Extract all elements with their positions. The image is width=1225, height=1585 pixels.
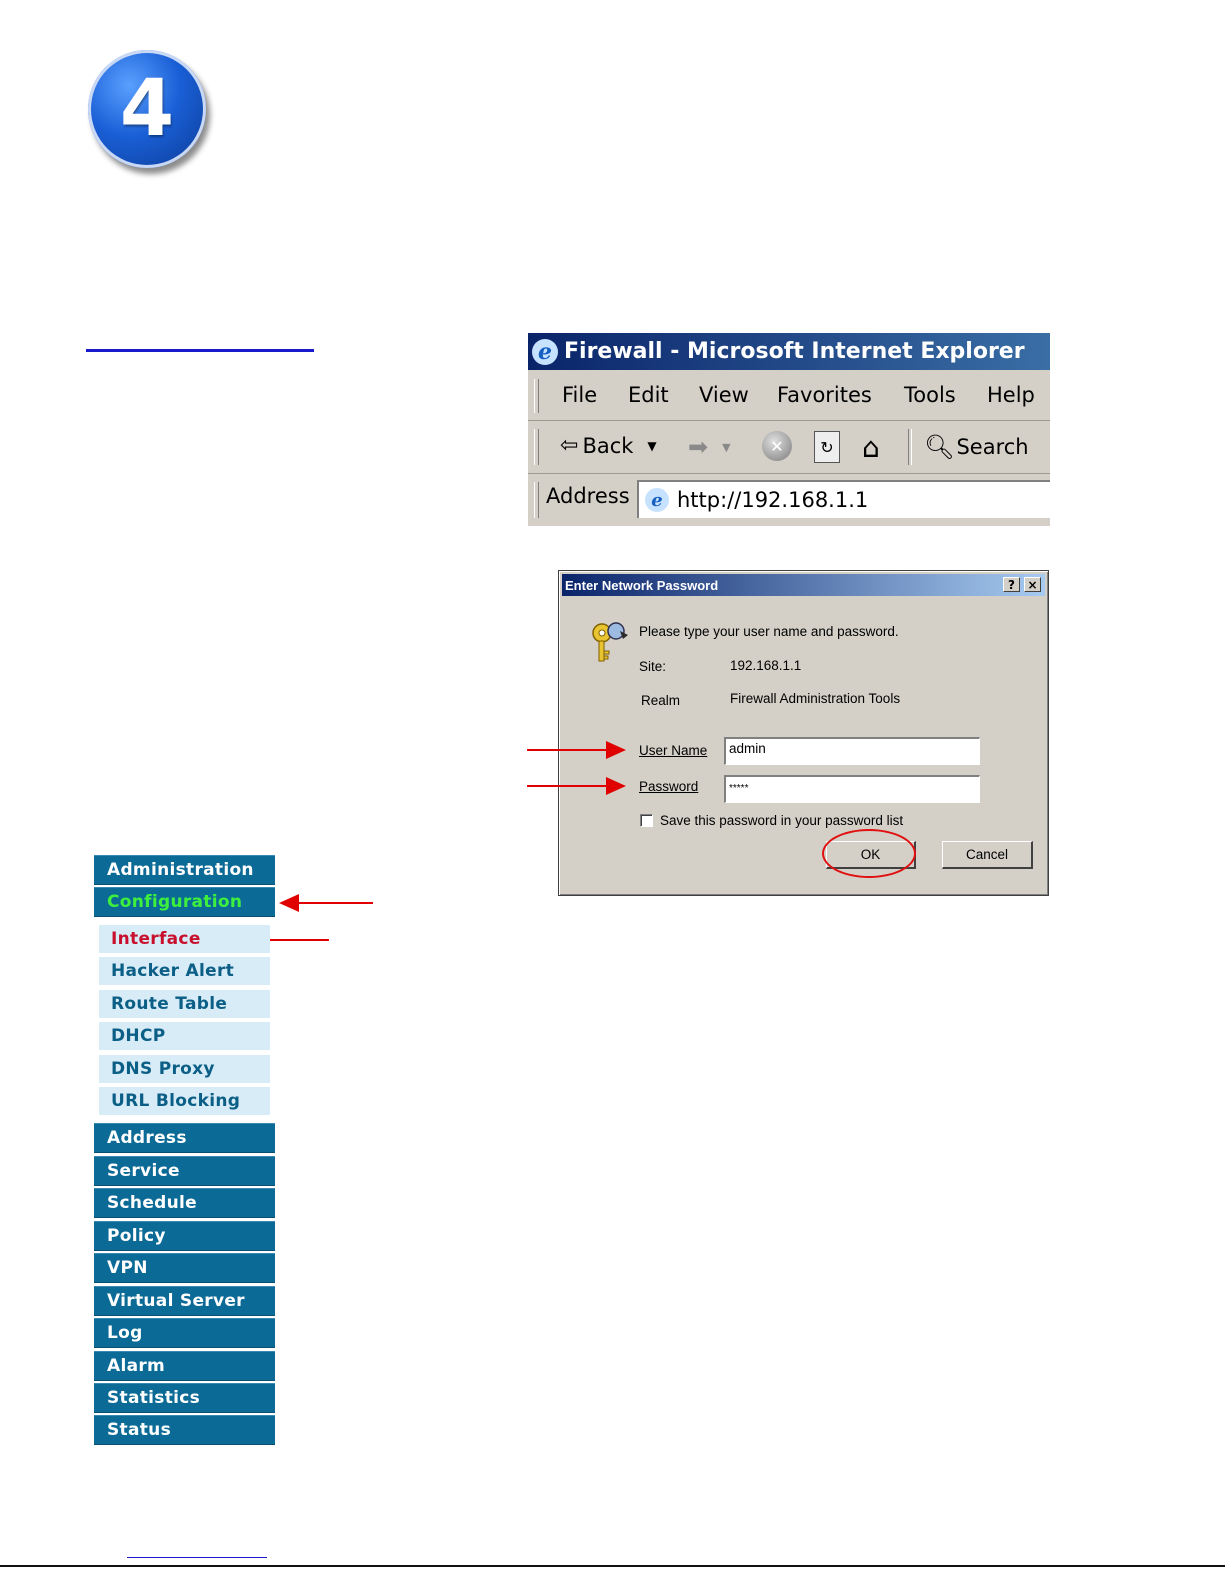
subnav-dns-proxy[interactable]: DNS Proxy [99, 1055, 270, 1085]
site-label: Site: [639, 659, 667, 674]
nav-vpn[interactable]: VPN [94, 1253, 275, 1283]
address-label: Address [546, 484, 630, 508]
subnav-route-table[interactable]: Route Table [99, 990, 270, 1020]
search-label: Search [956, 435, 1029, 459]
browser-window [528, 333, 1050, 526]
footer-underline [127, 1557, 267, 1558]
dialog-prompt: Please type your user name and password. [639, 624, 899, 639]
save-password-label: Save this password in your password list [660, 813, 904, 828]
subnav-interface[interactable]: Interface [99, 925, 270, 955]
footer-rule [0, 1565, 1225, 1567]
password-label-text: Password [639, 779, 699, 794]
internet-explorer-icon: e [532, 339, 558, 365]
username-arrow [527, 749, 624, 751]
search-button[interactable] [924, 433, 1029, 461]
toolbar-separator [908, 429, 912, 465]
menu-view[interactable]: View [699, 383, 749, 407]
username-label [639, 743, 707, 758]
nav-virtual-server[interactable]: Virtual Server [94, 1286, 275, 1316]
browser-toolbar [528, 421, 1050, 474]
nav-configuration[interactable]: Configuration [94, 887, 275, 917]
subnav-dhcp[interactable]: DHCP [99, 1022, 270, 1052]
back-button[interactable] [560, 433, 657, 458]
nav-address[interactable]: Address [94, 1123, 275, 1153]
forward-dropdown-icon: ▼ [722, 440, 731, 454]
address-value: http://192.168.1.1 [677, 488, 869, 512]
back-arrow-icon: ⇦ [560, 433, 579, 458]
browser-addressbar [528, 474, 1050, 526]
menubar-grip[interactable] [534, 379, 539, 413]
ok-highlight-circle [822, 829, 916, 878]
nav-status[interactable]: Status [94, 1415, 275, 1445]
menu-favorites[interactable]: Favorites [777, 383, 872, 407]
realm-value: Firewall Administration Tools [730, 691, 901, 706]
nav-service[interactable]: Service [94, 1156, 275, 1186]
heading-underline [86, 349, 314, 352]
password-label [639, 779, 698, 794]
nav-statistics[interactable]: Statistics [94, 1383, 275, 1413]
stop-button[interactable] [762, 431, 792, 461]
keys-icon [589, 621, 629, 665]
cancel-button[interactable]: Cancel [942, 841, 1033, 869]
username-field[interactable]: admin [724, 737, 980, 765]
site-value: 192.168.1.1 [730, 658, 802, 673]
step-number-badge [88, 50, 206, 168]
username-label-text: User Name [639, 743, 708, 758]
nav-policy[interactable]: Policy [94, 1221, 275, 1251]
nav-alarm[interactable]: Alarm [94, 1351, 275, 1381]
back-dropdown-icon[interactable]: ▼ [647, 438, 657, 453]
ok-button[interactable]: OK [826, 841, 916, 869]
save-password-checkbox[interactable] [640, 814, 653, 827]
subnav-url-blocking[interactable]: URL Blocking [99, 1087, 270, 1117]
password-field[interactable]: ***** [724, 775, 980, 803]
menu-file[interactable]: File [562, 383, 598, 407]
back-label: Back [582, 433, 634, 458]
home-icon: ⌂ [862, 431, 880, 464]
password-arrow [527, 785, 624, 787]
help-button[interactable]: ? [1003, 577, 1020, 592]
search-icon: 🔍︎ [924, 433, 955, 461]
subnav-hacker-alert[interactable]: Hacker Alert [99, 957, 270, 987]
configuration-arrow [281, 902, 373, 904]
browser-menubar [528, 371, 1050, 421]
forward-button[interactable] [688, 433, 731, 461]
address-input[interactable] [637, 480, 1050, 518]
page-icon: e [645, 488, 669, 512]
close-button[interactable]: × [1024, 577, 1041, 592]
dialog-titlebar [562, 574, 1045, 596]
forward-arrow-icon: ➡ [688, 433, 709, 461]
menu-edit[interactable]: Edit [628, 383, 669, 407]
menu-tools[interactable]: Tools [904, 383, 956, 407]
home-button[interactable] [862, 431, 880, 464]
realm-label: Realm [641, 693, 681, 708]
browser-title: Firewall - Microsoft Internet Explorer [564, 339, 1025, 364]
nav-administration[interactable]: Administration [94, 855, 275, 885]
browser-titlebar [528, 333, 1050, 370]
dialog-title: Enter Network Password [565, 577, 719, 593]
menu-help[interactable]: Help [987, 383, 1035, 407]
network-password-dialog [558, 570, 1049, 896]
step-number: 4 [119, 64, 175, 154]
refresh-icon: ↻ [814, 431, 840, 463]
nav-log[interactable]: Log [94, 1318, 275, 1348]
addressbar-grip[interactable] [534, 482, 539, 518]
refresh-button[interactable] [814, 431, 840, 463]
stop-icon: ✕ [762, 431, 792, 461]
toolbar-grip[interactable] [534, 429, 539, 465]
nav-schedule[interactable]: Schedule [94, 1188, 275, 1218]
